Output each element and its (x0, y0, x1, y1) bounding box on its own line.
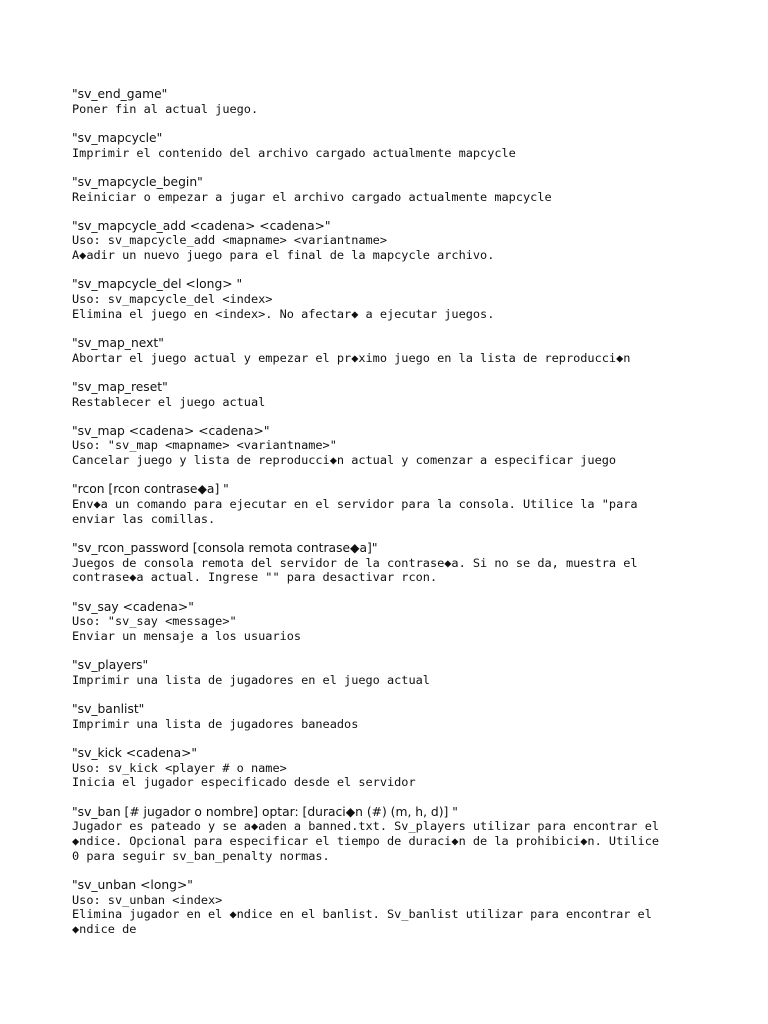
command-entry (72, 87, 712, 116)
command-name: "sv_ban [# jugador o nombre] optar: [duraci◆n (#) (m, h, d)] " (72, 804, 458, 819)
command-description-line: 0 para seguir sv_ban_penalty normas. (72, 848, 330, 863)
command-name: "sv_mapcycle" (72, 130, 163, 145)
command-description-line: Env◆a un comando para ejecutar en el servidor para la consola. Utilice la "para (72, 497, 638, 512)
command-entry (72, 131, 712, 160)
command-name: "sv_rcon_password [consola remota contrase◆a]" (72, 540, 378, 555)
command-description-line: Imprimir una lista de jugadores baneados (72, 716, 359, 731)
command-name: "sv_players" (72, 658, 149, 673)
command-description-line: Imprimir una lista de jugadores en el juego actual (72, 672, 430, 687)
command-name: "sv_banlist" (72, 702, 145, 717)
command-description-line: Cancelar juego y lista de reproducci◆n actual y comenzar a especificar juego (72, 453, 617, 468)
command-description-line: A◆adir un nuevo juego para el final de la mapcycle archivo. (72, 248, 495, 263)
command-description-line: Uso: sv_kick <player # o name> (72, 760, 287, 775)
command-entry (72, 805, 712, 864)
command-entry (72, 277, 712, 321)
command-name: "sv_mapcycle_del <long> " (72, 277, 243, 292)
command-name: "sv_map_next" (72, 335, 164, 350)
command-entry (72, 600, 712, 644)
command-entry (72, 380, 712, 409)
command-entry (72, 424, 712, 468)
command-description-line: Elimina jugador en el ◆ndice en el banlist. Sv_banlist utilizar para encontrar el (72, 907, 652, 922)
command-name: "sv_map <cadena> <cadena>" (72, 423, 270, 438)
command-description-line: Uso: sv_unban <index> (72, 892, 223, 907)
command-entry (72, 482, 712, 526)
command-description-line: Inicia el jugador especificado desde el servidor (72, 775, 416, 790)
command-description-line: Restablecer el juego actual (72, 394, 266, 409)
command-entry (72, 878, 712, 937)
command-entry (72, 746, 712, 790)
command-description-line: Jugador es pateado y se a◆aden a banned.txt. Sv_players utilizar para encontrar el (72, 819, 660, 834)
command-description-line: ◆ndice. Opcional para especificar el tiempo de duraci◆n de la prohibici◆n. Utilice (72, 834, 660, 849)
command-description-line: Juegos de consola remota del servidor de la contrase◆a. Si no se da, muestra el (72, 555, 638, 570)
command-description-line: Abortar el juego actual y empezar el pr◆ximo juego en la lista de reproducci◆n (72, 350, 631, 365)
command-description-line: Uso: "sv_say <message>" (72, 614, 237, 629)
command-name: "sv_kick <cadena>" (72, 746, 198, 760)
command-description-line: contrase◆a actual. Ingrese "" para desactivar rcon. (72, 570, 438, 585)
command-description-line: Poner fin al actual juego. (72, 101, 259, 116)
command-description-line: enviar las comillas. (72, 511, 216, 526)
command-entry (72, 336, 712, 365)
command-description-line: Reiniciar o empezar a jugar el archivo cargado actualmente mapcycle (72, 189, 552, 204)
command-name: "rcon [rcon contrase◆a] " (72, 482, 229, 497)
command-name: "sv_mapcycle_add <cadena> <cadena>" (72, 218, 331, 233)
command-name: "sv_mapcycle_begin" (72, 174, 203, 189)
command-entry (72, 541, 712, 585)
command-description-line: Uso: "sv_map <mapname> <variantname>" (72, 438, 337, 453)
command-entry (72, 702, 712, 731)
command-name: "sv_say <cadena>" (72, 599, 194, 614)
command-entry (72, 175, 712, 204)
command-description-line: Uso: sv_mapcycle_add <mapname> <variantname> (72, 233, 387, 248)
command-name: "sv_end_game" (72, 87, 168, 101)
command-entry (72, 658, 712, 687)
document-body (72, 87, 712, 951)
command-name: "sv_unban <long>" (72, 877, 193, 892)
command-description-line: Uso: sv_mapcycle_del <index> (72, 292, 273, 307)
command-name: "sv_map_reset" (72, 379, 168, 394)
command-entry (72, 219, 712, 263)
command-description-line: Imprimir el contenido del archivo cargado actualmente mapcycle (72, 145, 516, 160)
command-description-line: Elimina el juego en <index>. No afectar◆ a ejecutar juegos. (72, 306, 495, 321)
command-description-line: Enviar un mensaje a los usuarios (72, 628, 302, 643)
command-description-line: ◆ndice de (72, 922, 137, 937)
